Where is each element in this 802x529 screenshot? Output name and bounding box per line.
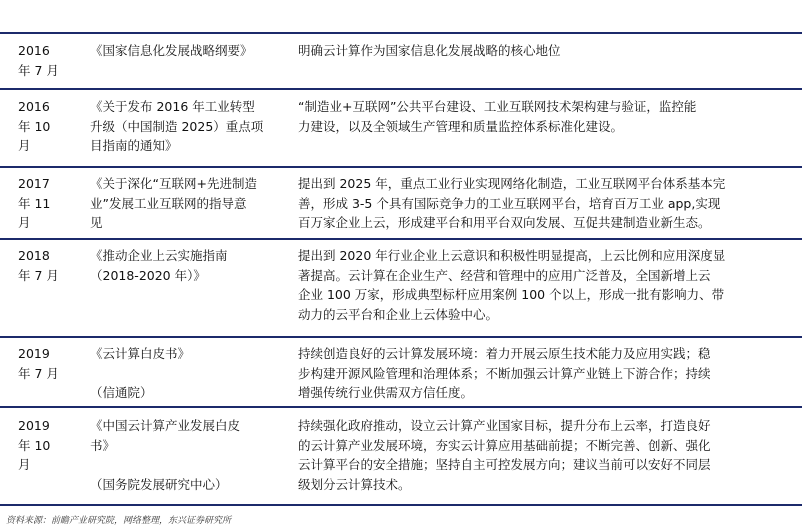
row-document: 《国家信息化发展战略纲要》 <box>90 43 253 58</box>
source-note: 资料来源：前瞻产业研究院，网络整理，东兴证券研究所 <box>6 516 232 526</box>
table-row <box>0 168 802 240</box>
row-description: 持续创造良好的云计算发展环境：着力开展云原生技术能力及应用实践；稳 步构建开源风险管理和治理体系；不断加强云计算产业链上下游合作；持续 增强传统行业供需双方信任度。 <box>298 346 711 400</box>
table-row <box>0 90 802 168</box>
table-header-rule <box>0 0 802 34</box>
row-date: 2019 年 7 月 <box>18 346 59 381</box>
row-date: 2018 年 7 月 <box>18 248 59 283</box>
row-document: 《关于深化“互联网+先进制造 业”发展工业互联网的指导意 见 <box>90 176 257 230</box>
row-date: 2019 年 10 月 <box>18 418 51 472</box>
row-document: 《中国云计算产业发展白皮 书》 （国务院发展研究中心） <box>90 418 241 492</box>
row-date: 2016 年 7 月 <box>18 43 59 78</box>
row-document: 《推动企业上云实施指南 （2018-2020 年）》 <box>90 248 228 283</box>
table-row <box>0 338 802 408</box>
row-description: 明确云计算作为国家信息化发展战略的核心地位 <box>298 43 561 58</box>
row-description: 持续强化政府推动，设立云计算产业国家目标，提升分布上云率，打造良好 的云计算产业发展环境，夯实云计算应用基础前提；不断完善、创新、强化 云计算平台的安全措施；坚持自主可控发展方向；建议当前可以安好不同层 级划分云计算技术。 <box>298 418 711 492</box>
table-row <box>0 34 802 90</box>
table-row <box>0 240 802 338</box>
row-document: 《云计算白皮书》 （信通院） <box>90 346 191 400</box>
row-date: 2017 年 11 月 <box>18 176 51 230</box>
row-document: 《关于发布 2016 年工业转型 升级（中国制造 2025）重点项 目指南的通知》 <box>90 99 264 153</box>
table-row <box>0 408 802 506</box>
row-description: 提出到 2025 年，重点工业行业实现网络化制造，工业互联网平台体系基本完 善，形成 3-5 个具有国际竞争力的工业互联网平台，培育百万工业 app,实现 百万家企业上云，形成建平台和用平台双向发展、互促共建制造业新生态。 <box>298 176 726 230</box>
row-description: 提出到 2020 年行业企业上云意识和积极性明显提高，上云比例和应用深度显 著提高。云计算在企业生产、经营和管理中的应用广泛普及，全国新增上云 企业 100 万家，形成典型标杆应用案例 100 个以上，形成一批有影响力、带 动力的云平台和企业上云体验中心。 <box>298 248 726 322</box>
row-description: “制造业+互联网”公共平台建设、工业互联网技术架构建与验证，监控能 力建设，以及全领域生产管理和质量监控体系标准化建设。 <box>298 99 697 134</box>
row-date: 2016 年 10 月 <box>18 99 51 153</box>
